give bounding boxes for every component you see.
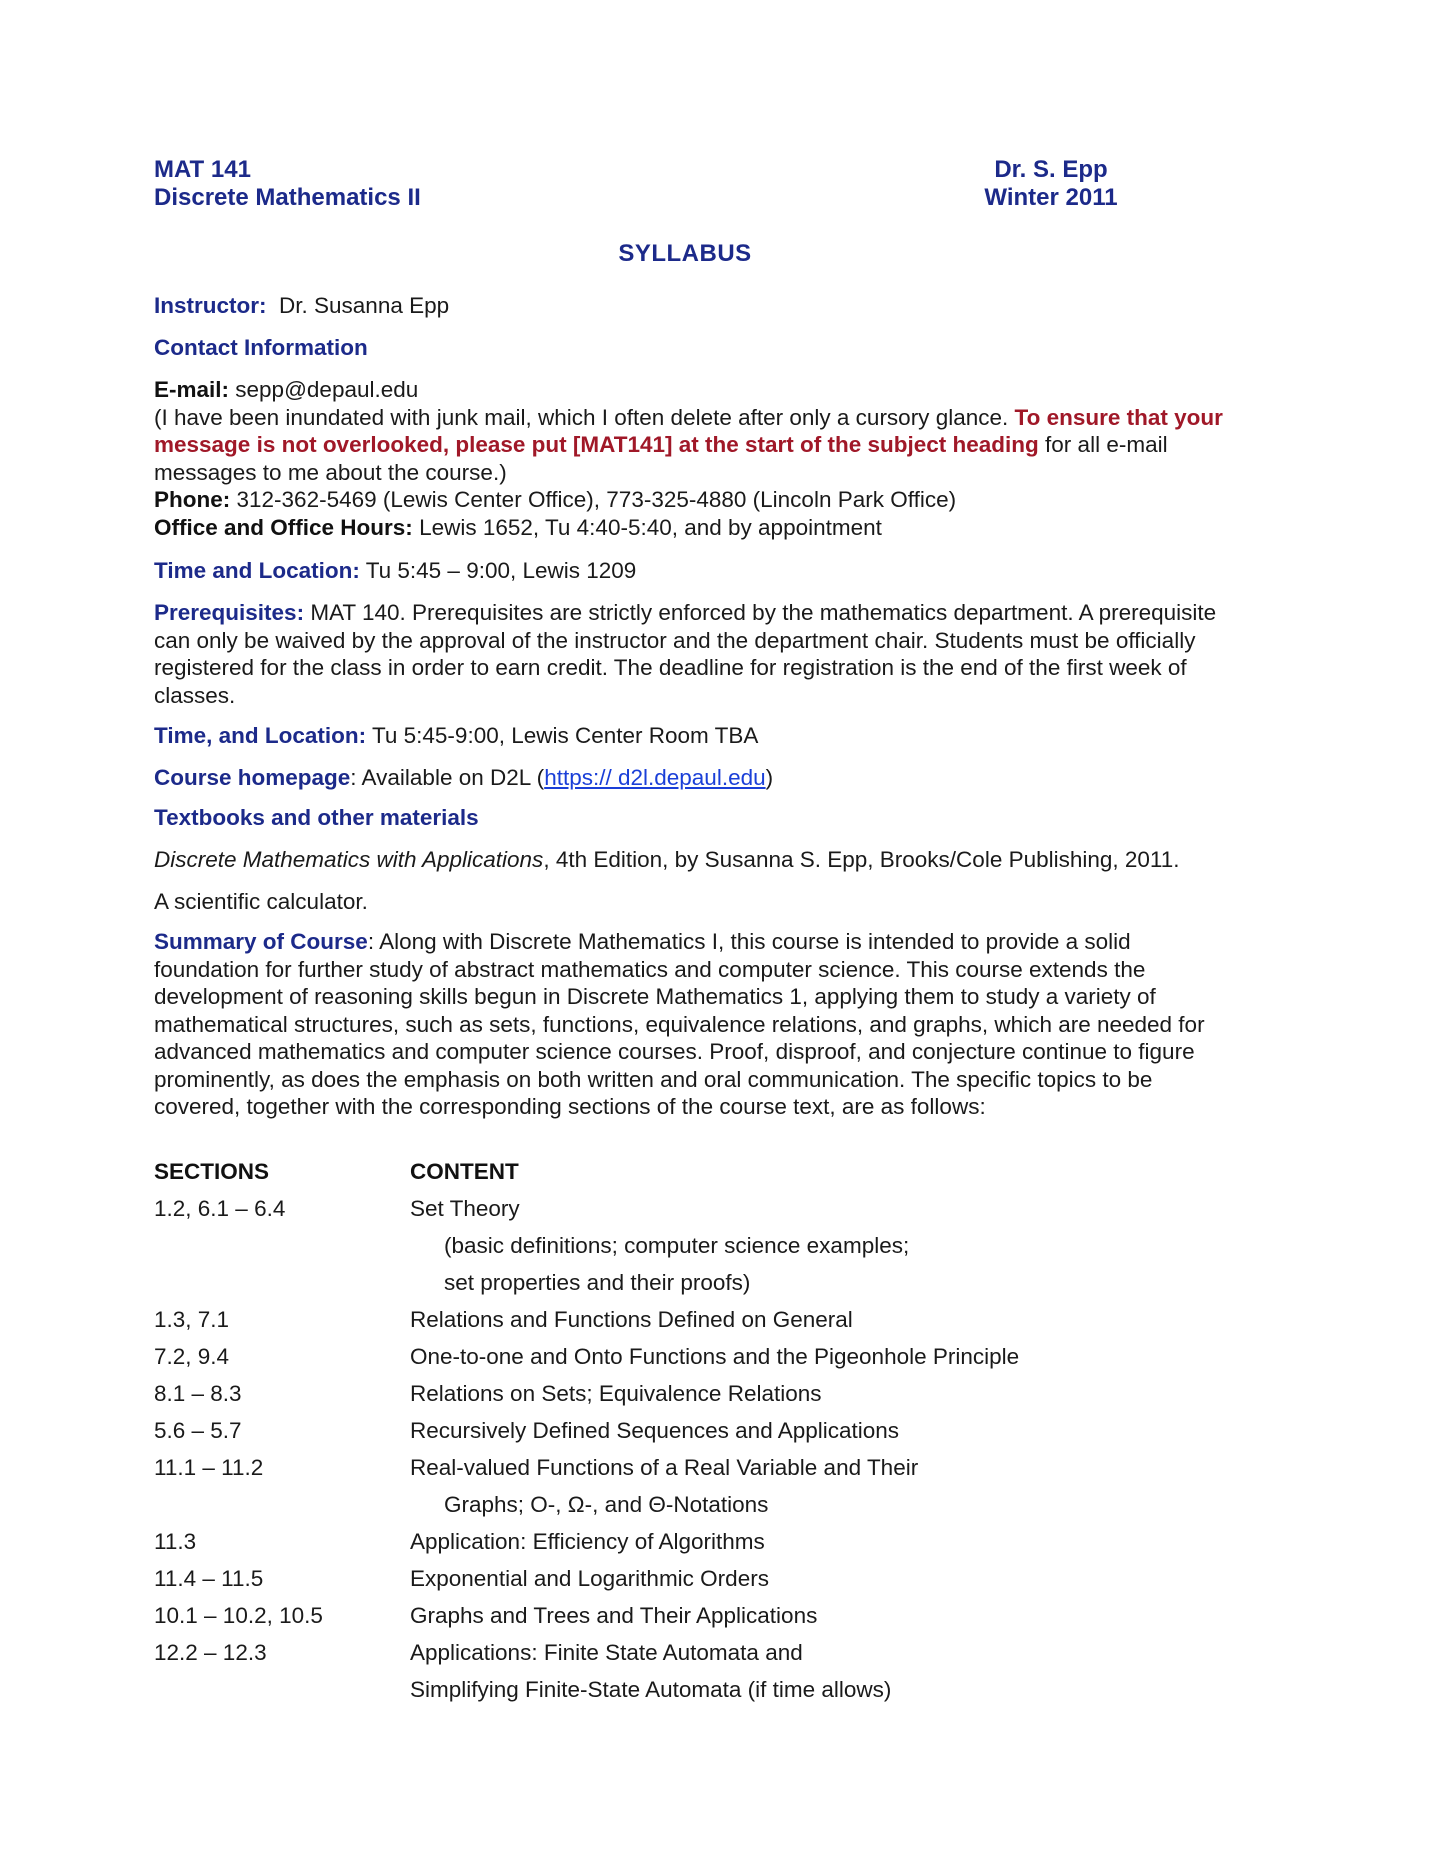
row-content: Applications: Finite State Automata and [410, 1640, 803, 1665]
phone-label: Phone: [154, 487, 231, 512]
calculator-line: A scientific calculator. [154, 889, 368, 914]
contact-heading: Contact Information [154, 335, 368, 360]
row-sections: 10.1 – 10.2, 10.5 [154, 1603, 323, 1628]
row-sections: 11.3 [154, 1529, 197, 1554]
row-content: Graphs and Trees and Their Applications [410, 1603, 818, 1628]
topics-table-header [0, 1158, 1456, 1195]
row-content: Application: Efficiency of Algorithms [410, 1529, 765, 1554]
row-content: Simplifying Finite-State Automata (if time allows) [410, 1677, 892, 1702]
page-title: SYLLABUS [618, 240, 752, 267]
time-location-label: Time and Location: [154, 558, 360, 583]
email-note-emphasis-1: To ensure that your [1014, 404, 1223, 430]
sections-column-header: SECTIONS [154, 1159, 270, 1184]
summary-line-7: covered, together with the corresponding sections of the course text, are as follows: [154, 1094, 986, 1119]
email-value: sepp@depaul.edu [235, 377, 419, 402]
prerequisites-block [154, 599, 1294, 709]
row-sections: 8.1 – 8.3 [154, 1381, 242, 1406]
row-content: Set Theory [410, 1196, 520, 1221]
content-column-header: CONTENT [410, 1159, 519, 1184]
time-location-2-value: Tu 5:45-9:00, Lewis Center Room TBA [371, 723, 759, 748]
homepage-link[interactable]: https:// d2l.depaul.edu [544, 765, 766, 790]
instructor-line [154, 292, 1294, 320]
row-sections: 7.2, 9.4 [154, 1344, 230, 1369]
table-row [0, 1380, 1456, 1417]
table-row [0, 1343, 1456, 1380]
row-sections: 1.3, 7.1 [154, 1307, 230, 1332]
term: Winter 2011 [984, 184, 1118, 211]
summary-line-1: : Along with Discrete Mathematics I, this course is intended to provide a solid [367, 929, 1131, 954]
table-row [0, 1491, 1456, 1528]
prerequisites-line-2: can only be waived by the approval of the instructor and the department chair. Students must be officially [154, 627, 1196, 653]
textbook-line [154, 846, 1294, 874]
table-row [0, 1602, 1456, 1639]
time-location-2-label: Time, and Location: [154, 723, 367, 748]
office-value: Lewis 1652, Tu 4:40-5:40, and by appointment [419, 514, 882, 540]
prerequisites-line-3: registered for the class in order to earn credit. The deadline for registration is the end of the first week of [154, 655, 1187, 680]
office-label: Office and Office Hours: [154, 514, 413, 540]
course-name: Discrete Mathematics II [154, 184, 421, 211]
textbook-details: , 4th Edition, by Susanna S. Epp, Brooks/Cole Publishing, 2011. [543, 847, 1180, 872]
table-row [0, 1676, 1456, 1713]
summary-block [154, 928, 1294, 1121]
row-sections: 5.6 – 5.7 [154, 1418, 242, 1443]
summary-line-3: development of reasoning skills begun in Discrete Mathematics 1, applying them to study a variety of [154, 984, 1156, 1009]
summary-line-2: foundation for further study of abstract mathematics and computer science. This course extends the [154, 956, 1146, 982]
instructor-header [976, 156, 1126, 212]
time-location-2-line [154, 722, 1294, 750]
row-content: set properties and their proofs) [444, 1270, 751, 1295]
homepage-label: Course homepage [154, 765, 351, 790]
row-content: Real-valued Functions of a Real Variable and Their [410, 1455, 919, 1480]
homepage-value-post: ) [765, 765, 774, 790]
email-note-start: (I have been inundated with junk mail, which I often delete after only a cursory glance. [154, 404, 1009, 430]
course-header [154, 156, 421, 212]
table-row [0, 1639, 1456, 1676]
row-content: One-to-one and Onto Functions and the Pigeonhole Principle [410, 1344, 1020, 1369]
table-row [0, 1232, 1456, 1269]
table-row [0, 1528, 1456, 1565]
row-content: Exponential and Logarithmic Orders [410, 1566, 769, 1591]
homepage-line [154, 764, 1294, 792]
table-row [0, 1454, 1456, 1491]
instructor-value: Dr. Susanna Epp [279, 293, 450, 318]
textbook-title: Discrete Mathematics with Applications [154, 847, 544, 872]
summary-line-6: prominently, as does the emphasis on both written and oral communication. The specific topics to be [154, 1066, 1153, 1092]
course-code: MAT 141 [154, 156, 251, 183]
textbooks-heading: Textbooks and other materials [154, 805, 479, 830]
summary-line-5: advanced mathematics and computer science courses. Proof, disproof, and conjecture continue to figure [154, 1039, 1195, 1064]
summary-label: Summary of Course [154, 929, 368, 954]
phone-value: 312-362-5469 (Lewis Center Office), 773-325-4880 (Lincoln Park Office) [236, 487, 957, 512]
row-content: Recursively Defined Sequences and Applications [410, 1418, 900, 1443]
time-location-line [154, 557, 1294, 585]
table-row [0, 1195, 1456, 1232]
row-content: Relations and Functions Defined on General [410, 1307, 853, 1332]
row-sections: 1.2, 6.1 – 6.4 [154, 1196, 286, 1221]
row-content: Graphs; O-, Ω-, and Θ-Notations [444, 1492, 769, 1517]
email-label: E-mail: [154, 377, 230, 402]
row-sections: 12.2 – 12.3 [154, 1640, 267, 1665]
instructor-label: Instructor: [154, 293, 267, 318]
prerequisites-line-1: MAT 140. Prerequisites are strictly enforced by the mathematics department. A prerequisite [310, 600, 1217, 625]
email-note-emphasis-2: message is not overlooked, please put [MAT141] at the start of the subject heading [154, 432, 1039, 457]
homepage-value-pre: : Available on D2L ( [350, 765, 545, 790]
prerequisites-line-4: classes. [154, 682, 236, 708]
email-block [154, 376, 1294, 541]
row-sections: 11.4 – 11.5 [154, 1566, 264, 1591]
table-row [0, 1565, 1456, 1602]
row-content: (basic definitions; computer science examples; [444, 1233, 910, 1258]
summary-line-4: mathematical structures, such as sets, functions, equivalence relations, and graphs, which are needed for [154, 1011, 1205, 1037]
prerequisites-label: Prerequisites: [154, 600, 305, 625]
instructor-short-name: Dr. S. Epp [994, 156, 1108, 183]
table-row [0, 1417, 1456, 1454]
row-sections: 11.1 – 11.2 [154, 1455, 264, 1480]
time-location-value: Tu 5:45 – 9:00, Lewis 1209 [365, 558, 637, 583]
table-row [0, 1269, 1456, 1306]
table-row [0, 1306, 1456, 1343]
email-note-end-1: for all e-mail [1045, 432, 1168, 457]
row-content: Relations on Sets; Equivalence Relations [410, 1381, 822, 1406]
email-note-end-2: messages to me about the course.) [154, 459, 507, 485]
